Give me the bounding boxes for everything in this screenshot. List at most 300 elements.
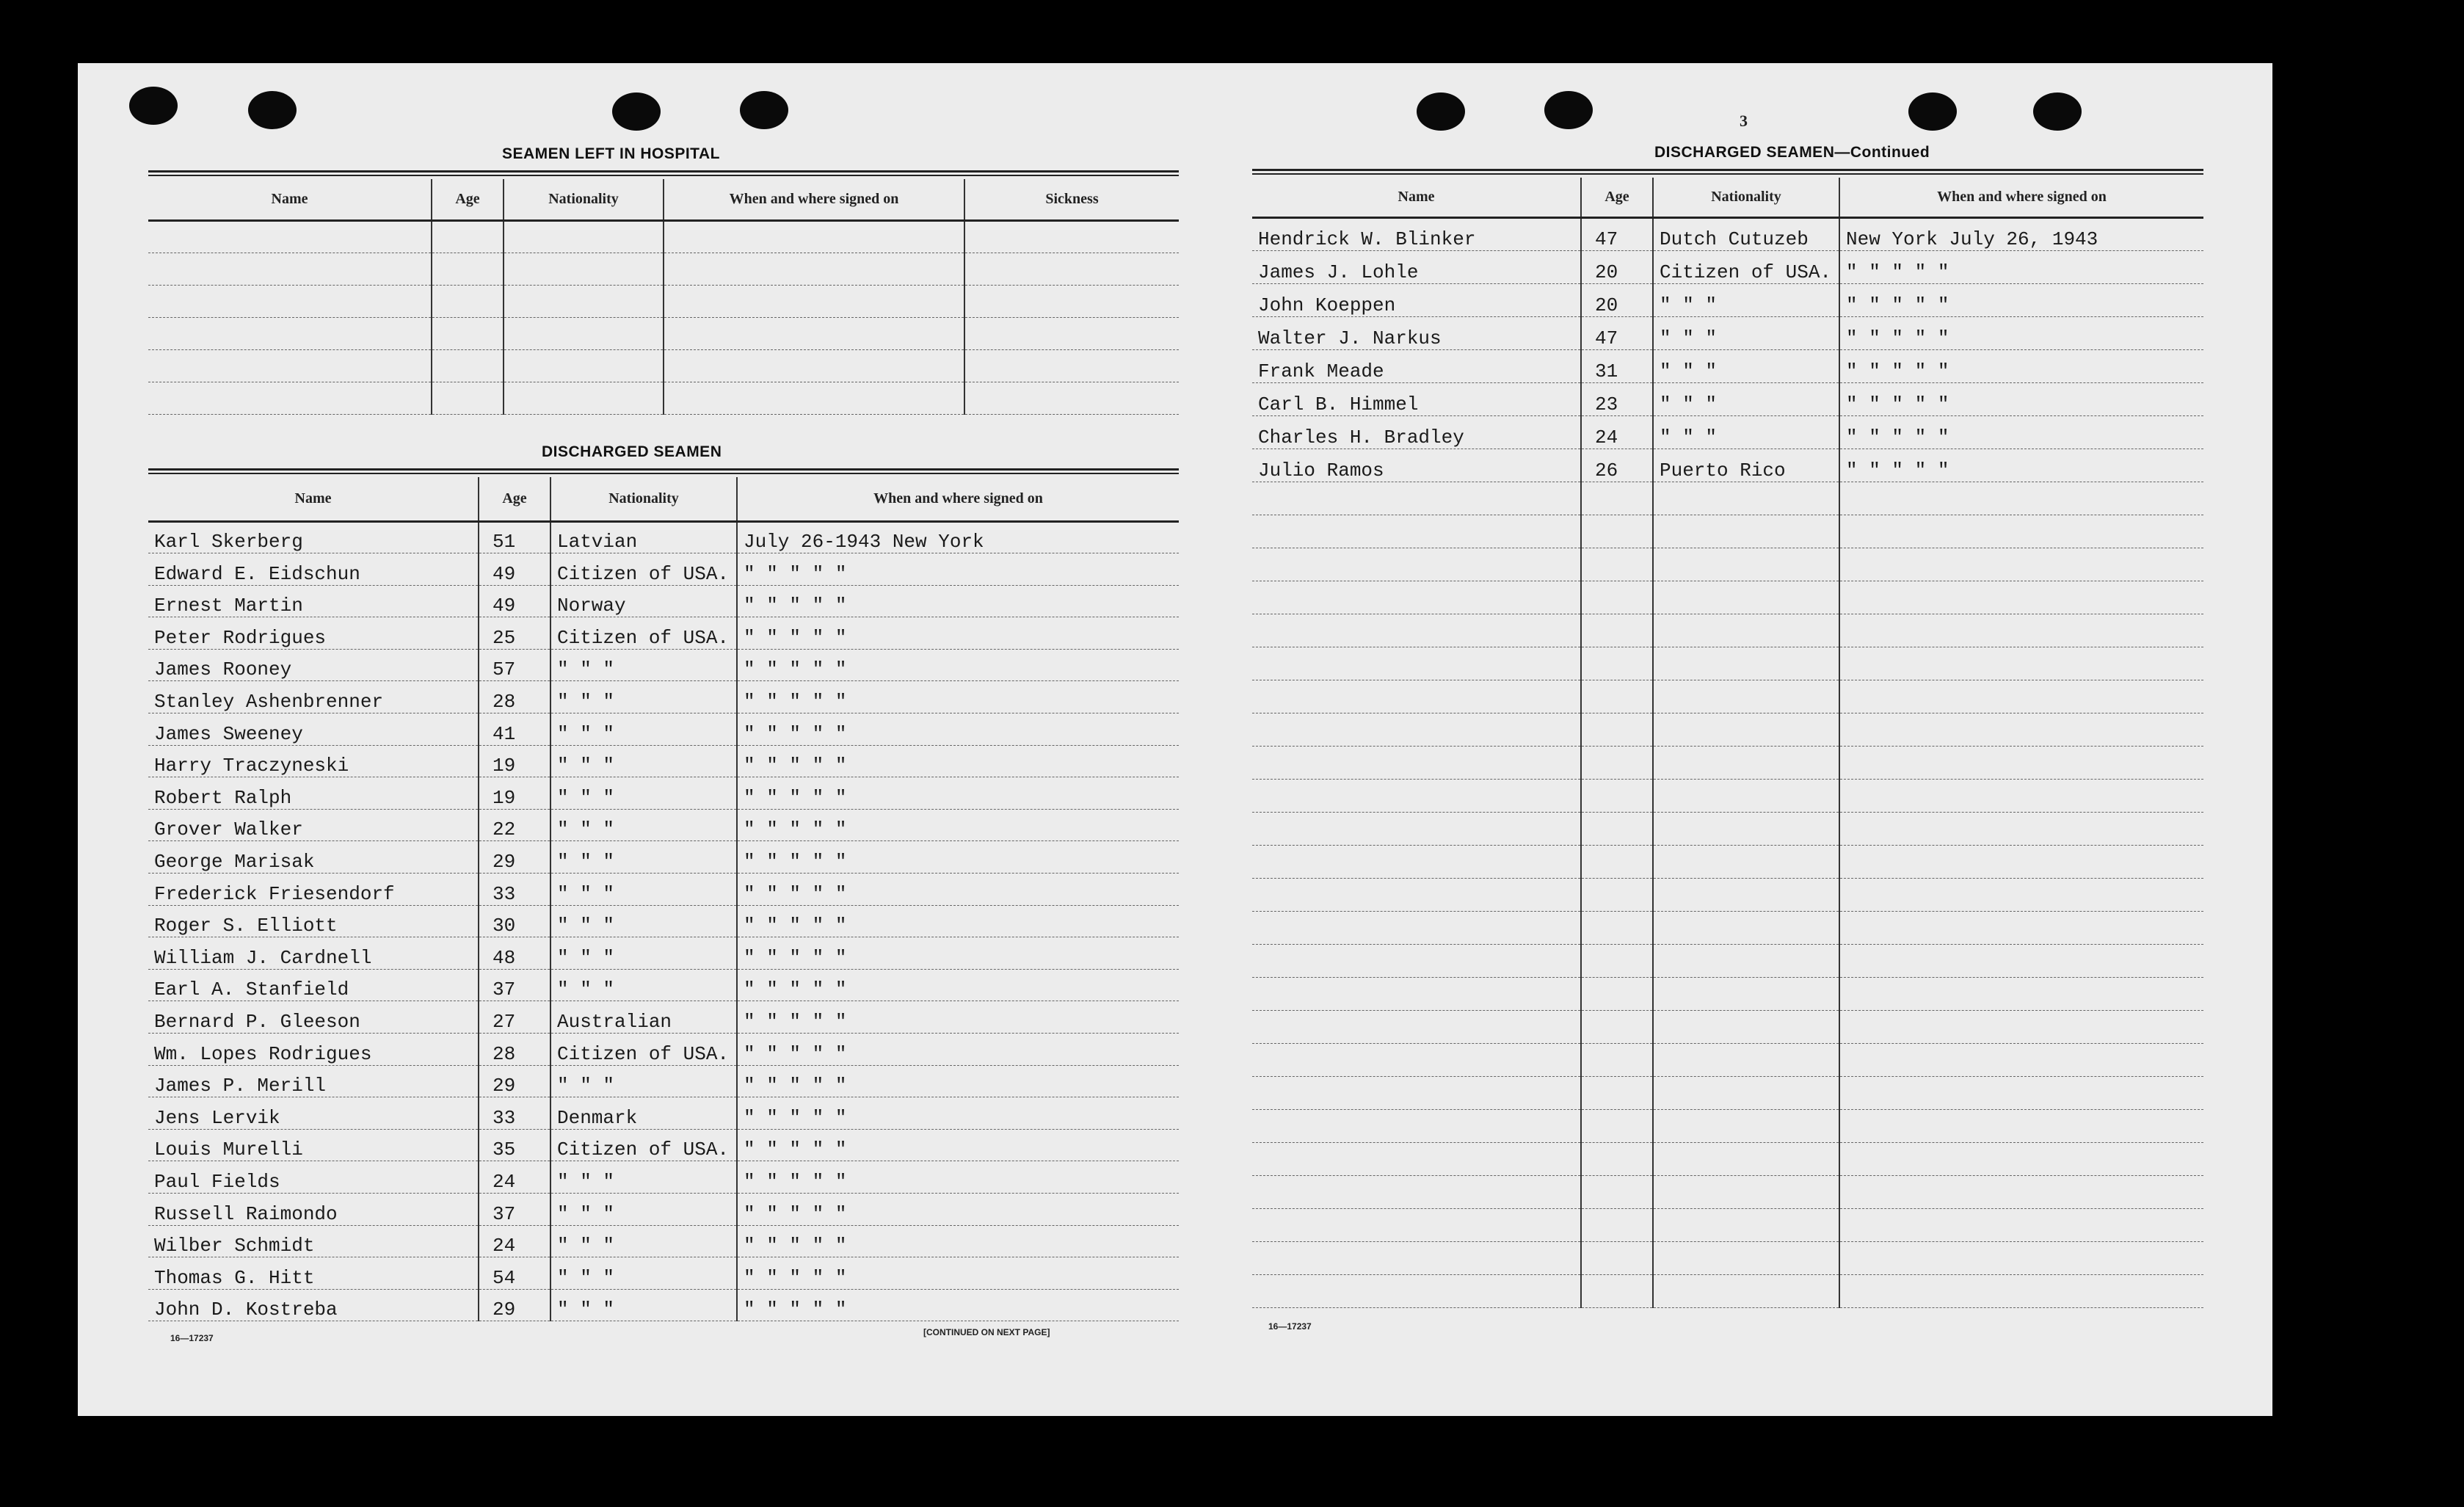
signed-on-cell xyxy=(1839,548,2203,581)
seaman-name: James J. Lohle xyxy=(1252,250,1581,283)
table-row xyxy=(1252,1043,2203,1076)
seaman-signed-on: July 26-1943 New York xyxy=(737,521,1179,553)
seaman-signed-on: " " " " " xyxy=(1839,449,2203,482)
seaman-name: James Rooney xyxy=(148,649,479,681)
seaman-nationality: Australian xyxy=(550,1001,737,1034)
seaman-name: Stanley Ashenbrenner xyxy=(148,681,479,713)
nationality-cell xyxy=(1653,977,1839,1010)
name-cell xyxy=(1252,680,1581,713)
name-cell xyxy=(148,317,432,349)
seaman-nationality: " " " xyxy=(1653,349,1839,382)
seaman-age: 24 xyxy=(1581,415,1653,449)
signed-on-cell xyxy=(1839,1208,2203,1241)
seaman-nationality: " " " xyxy=(550,1161,737,1194)
seaman-name: Louis Murelli xyxy=(148,1129,479,1161)
age-cell xyxy=(1581,746,1653,779)
signed-on-cell xyxy=(1839,911,2203,944)
age-cell xyxy=(1581,1142,1653,1175)
name-cell xyxy=(1252,1076,1581,1109)
name-cell xyxy=(148,382,432,414)
signed-on-cell xyxy=(664,285,964,317)
header-signed-on: When and where signed on xyxy=(664,179,964,220)
table-row xyxy=(1252,713,2203,746)
table-row xyxy=(148,1129,1179,1161)
name-cell xyxy=(1252,482,1581,515)
seaman-name: Harry Traczyneski xyxy=(148,745,479,777)
double-rule xyxy=(148,468,1179,474)
seaman-signed-on: " " " " " xyxy=(737,713,1179,746)
table-row xyxy=(148,777,1179,810)
nationality-cell xyxy=(504,382,664,414)
seaman-name: Hendrick W. Blinker xyxy=(1252,217,1581,250)
seaman-nationality: " " " xyxy=(550,809,737,841)
table-row xyxy=(1252,1109,2203,1142)
nationality-cell xyxy=(1653,581,1839,614)
age-cell xyxy=(432,382,504,414)
table-row xyxy=(148,905,1179,937)
sickness-cell xyxy=(964,285,1179,317)
signed-on-cell xyxy=(1839,1010,2203,1043)
table-row xyxy=(148,617,1179,650)
seaman-signed-on: " " " " " xyxy=(737,1065,1179,1097)
seaman-age: 24 xyxy=(479,1225,550,1257)
seaman-nationality: " " " xyxy=(550,841,737,874)
table-row xyxy=(148,285,1179,317)
seaman-name: Frank Meade xyxy=(1252,349,1581,382)
table-row xyxy=(1252,250,2203,283)
seaman-name: Wm. Lopes Rodrigues xyxy=(148,1034,479,1066)
signed-on-cell xyxy=(1839,1109,2203,1142)
table-row xyxy=(148,253,1179,285)
signed-on-cell xyxy=(1839,1142,2203,1175)
table-row xyxy=(148,745,1179,777)
nationality-cell xyxy=(1653,1010,1839,1043)
table-row xyxy=(1252,911,2203,944)
seaman-age: 33 xyxy=(479,874,550,906)
table-row xyxy=(148,937,1179,970)
table-row xyxy=(1252,349,2203,382)
seaman-name: Earl A. Stanfield xyxy=(148,969,479,1001)
table-row xyxy=(1252,779,2203,812)
name-cell xyxy=(1252,977,1581,1010)
seaman-name: William J. Cardnell xyxy=(148,937,479,970)
continued-note: [CONTINUED ON NEXT PAGE] xyxy=(923,1327,1050,1337)
seaman-age: 49 xyxy=(479,585,550,617)
signed-on-cell xyxy=(1839,1241,2203,1274)
seaman-signed-on: " " " " " xyxy=(1839,415,2203,449)
table-row xyxy=(1252,548,2203,581)
sickness-cell xyxy=(964,220,1179,253)
nationality-cell xyxy=(1653,548,1839,581)
seaman-nationality: Citizen of USA. xyxy=(1653,250,1839,283)
seaman-age: 33 xyxy=(479,1097,550,1130)
table-row xyxy=(1252,812,2203,845)
right-page xyxy=(1249,63,2272,1416)
seaman-signed-on: " " " " " xyxy=(737,874,1179,906)
seaman-nationality: Citizen of USA. xyxy=(550,1129,737,1161)
seaman-signed-on: " " " " " xyxy=(1839,283,2203,316)
nationality-cell xyxy=(1653,647,1839,680)
signed-on-cell xyxy=(1839,845,2203,878)
table-row xyxy=(148,1257,1179,1290)
table-row xyxy=(1252,1010,2203,1043)
signed-on-cell xyxy=(1839,944,2203,977)
header-age: Age xyxy=(1581,178,1653,217)
table-row xyxy=(148,317,1179,349)
name-cell xyxy=(1252,647,1581,680)
nationality-cell xyxy=(1653,1109,1839,1142)
seaman-signed-on: " " " " " xyxy=(737,777,1179,810)
name-cell xyxy=(1252,548,1581,581)
table-row xyxy=(148,874,1179,906)
name-cell xyxy=(1252,779,1581,812)
table-row xyxy=(1252,878,2203,911)
seaman-signed-on: " " " " " xyxy=(737,809,1179,841)
signed-on-cell xyxy=(1839,581,2203,614)
seaman-age: 19 xyxy=(479,745,550,777)
seaman-signed-on: " " " " " xyxy=(737,681,1179,713)
table-row xyxy=(1252,382,2203,415)
age-cell xyxy=(1581,944,1653,977)
seaman-signed-on: " " " " " xyxy=(1839,382,2203,415)
header-name: Name xyxy=(148,477,479,521)
age-cell xyxy=(1581,1076,1653,1109)
age-cell xyxy=(1581,581,1653,614)
seaman-signed-on: " " " " " xyxy=(737,1289,1179,1321)
name-cell xyxy=(148,220,432,253)
name-cell xyxy=(1252,812,1581,845)
seaman-age: 35 xyxy=(479,1129,550,1161)
signed-on-cell xyxy=(664,382,964,414)
age-cell xyxy=(1581,548,1653,581)
seaman-name: Walter J. Narkus xyxy=(1252,316,1581,349)
table-row xyxy=(1252,515,2203,548)
table-row xyxy=(148,681,1179,713)
seaman-name: Charles H. Bradley xyxy=(1252,415,1581,449)
header-name: Name xyxy=(148,179,432,220)
table-row xyxy=(1252,581,2203,614)
nationality-cell xyxy=(1653,845,1839,878)
nationality-cell xyxy=(504,220,664,253)
seaman-nationality: Latvian xyxy=(550,521,737,553)
hospital-table xyxy=(148,179,1179,415)
nationality-cell xyxy=(1653,614,1839,647)
seaman-age: 22 xyxy=(479,809,550,841)
seaman-nationality: " " " xyxy=(550,905,737,937)
seaman-name: Peter Rodrigues xyxy=(148,617,479,650)
name-cell xyxy=(1252,845,1581,878)
seaman-nationality: " " " xyxy=(550,937,737,970)
table-row xyxy=(1252,283,2203,316)
signed-on-cell xyxy=(1839,878,2203,911)
seaman-nationality: " " " xyxy=(550,649,737,681)
seaman-name: Thomas G. Hitt xyxy=(148,1257,479,1290)
table-row xyxy=(1252,944,2203,977)
signed-on-cell xyxy=(664,220,964,253)
nationality-cell xyxy=(1653,1142,1839,1175)
name-cell xyxy=(1252,1142,1581,1175)
signed-on-cell xyxy=(1839,647,2203,680)
seaman-signed-on: " " " " " xyxy=(737,649,1179,681)
discharged-continued-title: DISCHARGED SEAMEN—Continued xyxy=(1654,144,1930,161)
seaman-age: 29 xyxy=(479,1289,550,1321)
nationality-cell xyxy=(1653,746,1839,779)
header-name: Name xyxy=(1252,178,1581,217)
seaman-signed-on: " " " " " xyxy=(737,905,1179,937)
age-cell xyxy=(1581,812,1653,845)
header-nationality: Nationality xyxy=(1653,178,1839,217)
name-cell xyxy=(1252,1274,1581,1307)
seaman-name: James Sweeney xyxy=(148,713,479,746)
seaman-age: 51 xyxy=(479,521,550,553)
age-cell xyxy=(1581,1274,1653,1307)
header-signed-on: When and where signed on xyxy=(1839,178,2203,217)
table-row xyxy=(148,382,1179,414)
sickness-cell xyxy=(964,317,1179,349)
seaman-nationality: " " " xyxy=(1653,382,1839,415)
seaman-age: 30 xyxy=(479,905,550,937)
header-signed-on: When and where signed on xyxy=(737,477,1179,521)
seaman-name: Robert Ralph xyxy=(148,777,479,810)
seaman-signed-on: " " " " " xyxy=(737,1097,1179,1130)
table-row xyxy=(148,553,1179,586)
seaman-name: Grover Walker xyxy=(148,809,479,841)
name-cell xyxy=(1252,515,1581,548)
age-cell xyxy=(1581,845,1653,878)
age-cell xyxy=(1581,614,1653,647)
seaman-name: Roger S. Elliott xyxy=(148,905,479,937)
seaman-age: 49 xyxy=(479,553,550,586)
seaman-name: Jens Lervik xyxy=(148,1097,479,1130)
seaman-nationality: " " " xyxy=(1653,283,1839,316)
table-row xyxy=(1252,449,2203,482)
table-row xyxy=(148,1001,1179,1034)
seaman-nationality: Norway xyxy=(550,585,737,617)
seaman-nationality: Citizen of USA. xyxy=(550,553,737,586)
table-row xyxy=(1252,977,2203,1010)
age-cell xyxy=(432,220,504,253)
name-cell xyxy=(148,285,432,317)
signed-on-cell xyxy=(1839,779,2203,812)
seaman-signed-on: " " " " " xyxy=(737,1225,1179,1257)
seaman-age: 57 xyxy=(479,649,550,681)
age-cell xyxy=(1581,911,1653,944)
seaman-nationality: Denmark xyxy=(550,1097,737,1130)
age-cell xyxy=(1581,878,1653,911)
age-cell xyxy=(1581,779,1653,812)
seaman-nationality: " " " xyxy=(550,1257,737,1290)
signed-on-cell xyxy=(664,349,964,382)
seaman-signed-on: " " " " " xyxy=(737,745,1179,777)
table-row xyxy=(1252,1142,2203,1175)
table-row xyxy=(148,1161,1179,1194)
seaman-nationality: " " " xyxy=(1653,316,1839,349)
seaman-age: 28 xyxy=(479,1034,550,1066)
seaman-age: 54 xyxy=(479,1257,550,1290)
nationality-cell xyxy=(1653,680,1839,713)
seaman-age: 28 xyxy=(479,681,550,713)
age-cell xyxy=(1581,1043,1653,1076)
age-cell xyxy=(432,253,504,285)
table-row xyxy=(148,1097,1179,1130)
table-row xyxy=(1252,316,2203,349)
seaman-name: James P. Merill xyxy=(148,1065,479,1097)
nationality-cell xyxy=(1653,812,1839,845)
name-cell xyxy=(1252,1208,1581,1241)
seaman-age: 24 xyxy=(479,1161,550,1194)
nationality-cell xyxy=(1653,1076,1839,1109)
signed-on-cell xyxy=(1839,614,2203,647)
seaman-signed-on: " " " " " xyxy=(737,1257,1179,1290)
name-cell xyxy=(1252,878,1581,911)
seaman-name: Carl B. Himmel xyxy=(1252,382,1581,415)
seaman-age: 47 xyxy=(1581,316,1653,349)
signed-on-cell xyxy=(664,253,964,285)
seaman-name: Ernest Martin xyxy=(148,585,479,617)
seaman-age: 48 xyxy=(479,937,550,970)
nationality-cell xyxy=(1653,1208,1839,1241)
signed-on-cell xyxy=(1839,1175,2203,1208)
name-cell xyxy=(1252,713,1581,746)
seaman-nationality: " " " xyxy=(550,713,737,746)
seaman-age: 19 xyxy=(479,777,550,810)
name-cell xyxy=(1252,1109,1581,1142)
signed-on-cell xyxy=(1839,977,2203,1010)
table-row xyxy=(1252,1241,2203,1274)
table-row xyxy=(1252,217,2203,250)
age-cell xyxy=(1581,1241,1653,1274)
nationality-cell xyxy=(1653,911,1839,944)
seaman-nationality: " " " xyxy=(550,745,737,777)
name-cell xyxy=(1252,1175,1581,1208)
table-row xyxy=(1252,1076,2203,1109)
discharged-section-title: DISCHARGED SEAMEN xyxy=(542,443,722,460)
table-row xyxy=(1252,1175,2203,1208)
seaman-age: 31 xyxy=(1581,349,1653,382)
seaman-signed-on: New York July 26, 1943 xyxy=(1839,217,2203,250)
age-cell xyxy=(1581,977,1653,1010)
name-cell xyxy=(1252,1241,1581,1274)
name-cell xyxy=(1252,1010,1581,1043)
header-nationality: Nationality xyxy=(504,179,664,220)
form-number: 16—17237 xyxy=(170,1333,214,1343)
seaman-name: Frederick Friesendorf xyxy=(148,874,479,906)
seaman-age: 20 xyxy=(1581,250,1653,283)
table-row xyxy=(148,713,1179,746)
seaman-nationality: " " " xyxy=(550,777,737,810)
seaman-signed-on: " " " " " xyxy=(1839,250,2203,283)
nationality-cell xyxy=(1653,515,1839,548)
seaman-nationality: " " " xyxy=(550,1193,737,1225)
table-row xyxy=(1252,845,2203,878)
age-cell xyxy=(432,317,504,349)
seaman-signed-on: " " " " " xyxy=(737,553,1179,586)
table-row xyxy=(148,1193,1179,1225)
seaman-age: 26 xyxy=(1581,449,1653,482)
seaman-nationality: Dutch Cutuzeb xyxy=(1653,217,1839,250)
signed-on-cell xyxy=(1839,746,2203,779)
name-cell xyxy=(1252,746,1581,779)
table-row xyxy=(1252,482,2203,515)
sickness-cell xyxy=(964,349,1179,382)
name-cell xyxy=(1252,911,1581,944)
seaman-signed-on: " " " " " xyxy=(737,937,1179,970)
nationality-cell xyxy=(504,285,664,317)
seaman-name: John D. Kostreba xyxy=(148,1289,479,1321)
seaman-signed-on: " " " " " xyxy=(737,1001,1179,1034)
seaman-signed-on: " " " " " xyxy=(737,1034,1179,1066)
name-cell xyxy=(1252,614,1581,647)
seaman-age: 41 xyxy=(479,713,550,746)
seaman-nationality: " " " xyxy=(550,969,737,1001)
document-sheet xyxy=(78,63,2272,1416)
signed-on-cell xyxy=(1839,1043,2203,1076)
seaman-age: 29 xyxy=(479,841,550,874)
nationality-cell xyxy=(1653,1241,1839,1274)
seaman-signed-on: " " " " " xyxy=(737,841,1179,874)
table-row xyxy=(1252,415,2203,449)
table-row xyxy=(1252,746,2203,779)
age-cell xyxy=(1581,680,1653,713)
seaman-name: John Koeppen xyxy=(1252,283,1581,316)
seaman-age: 47 xyxy=(1581,217,1653,250)
age-cell xyxy=(1581,1109,1653,1142)
seaman-signed-on: " " " " " xyxy=(1839,316,2203,349)
table-row xyxy=(148,521,1179,553)
seaman-nationality: " " " xyxy=(550,874,737,906)
nationality-cell xyxy=(1653,713,1839,746)
nationality-cell xyxy=(504,253,664,285)
age-cell xyxy=(1581,1175,1653,1208)
table-row xyxy=(1252,680,2203,713)
seaman-signed-on: " " " " " xyxy=(737,617,1179,650)
seaman-age: 27 xyxy=(479,1001,550,1034)
seaman-nationality: " " " xyxy=(550,1065,737,1097)
seaman-signed-on: " " " " " xyxy=(737,1161,1179,1194)
seaman-signed-on: " " " " " xyxy=(1839,349,2203,382)
signed-on-cell xyxy=(1839,1076,2203,1109)
signed-on-cell xyxy=(1839,1274,2203,1307)
seaman-name: Wilber Schmidt xyxy=(148,1225,479,1257)
signed-on-cell xyxy=(1839,515,2203,548)
seaman-nationality: Puerto Rico xyxy=(1653,449,1839,482)
double-rule xyxy=(1252,169,2203,175)
seaman-age: 23 xyxy=(1581,382,1653,415)
seaman-nationality: " " " xyxy=(550,1225,737,1257)
age-cell xyxy=(1581,482,1653,515)
nationality-cell xyxy=(1653,1043,1839,1076)
table-row xyxy=(148,809,1179,841)
seaman-name: Paul Fields xyxy=(148,1161,479,1194)
signed-on-cell xyxy=(664,317,964,349)
age-cell xyxy=(1581,647,1653,680)
seaman-name: Edward E. Eidschun xyxy=(148,553,479,586)
signed-on-cell xyxy=(1839,482,2203,515)
table-row xyxy=(148,1065,1179,1097)
table-row xyxy=(148,1225,1179,1257)
table-row xyxy=(148,969,1179,1001)
seaman-signed-on: " " " " " xyxy=(737,969,1179,1001)
seaman-age: 37 xyxy=(479,1193,550,1225)
seaman-name: Bernard P. Gleeson xyxy=(148,1001,479,1034)
nationality-cell xyxy=(1653,482,1839,515)
table-row xyxy=(148,841,1179,874)
seaman-age: 37 xyxy=(479,969,550,1001)
name-cell xyxy=(1252,1043,1581,1076)
table-row xyxy=(1252,614,2203,647)
seaman-name: Karl Skerberg xyxy=(148,521,479,553)
seaman-nationality: " " " xyxy=(1653,415,1839,449)
